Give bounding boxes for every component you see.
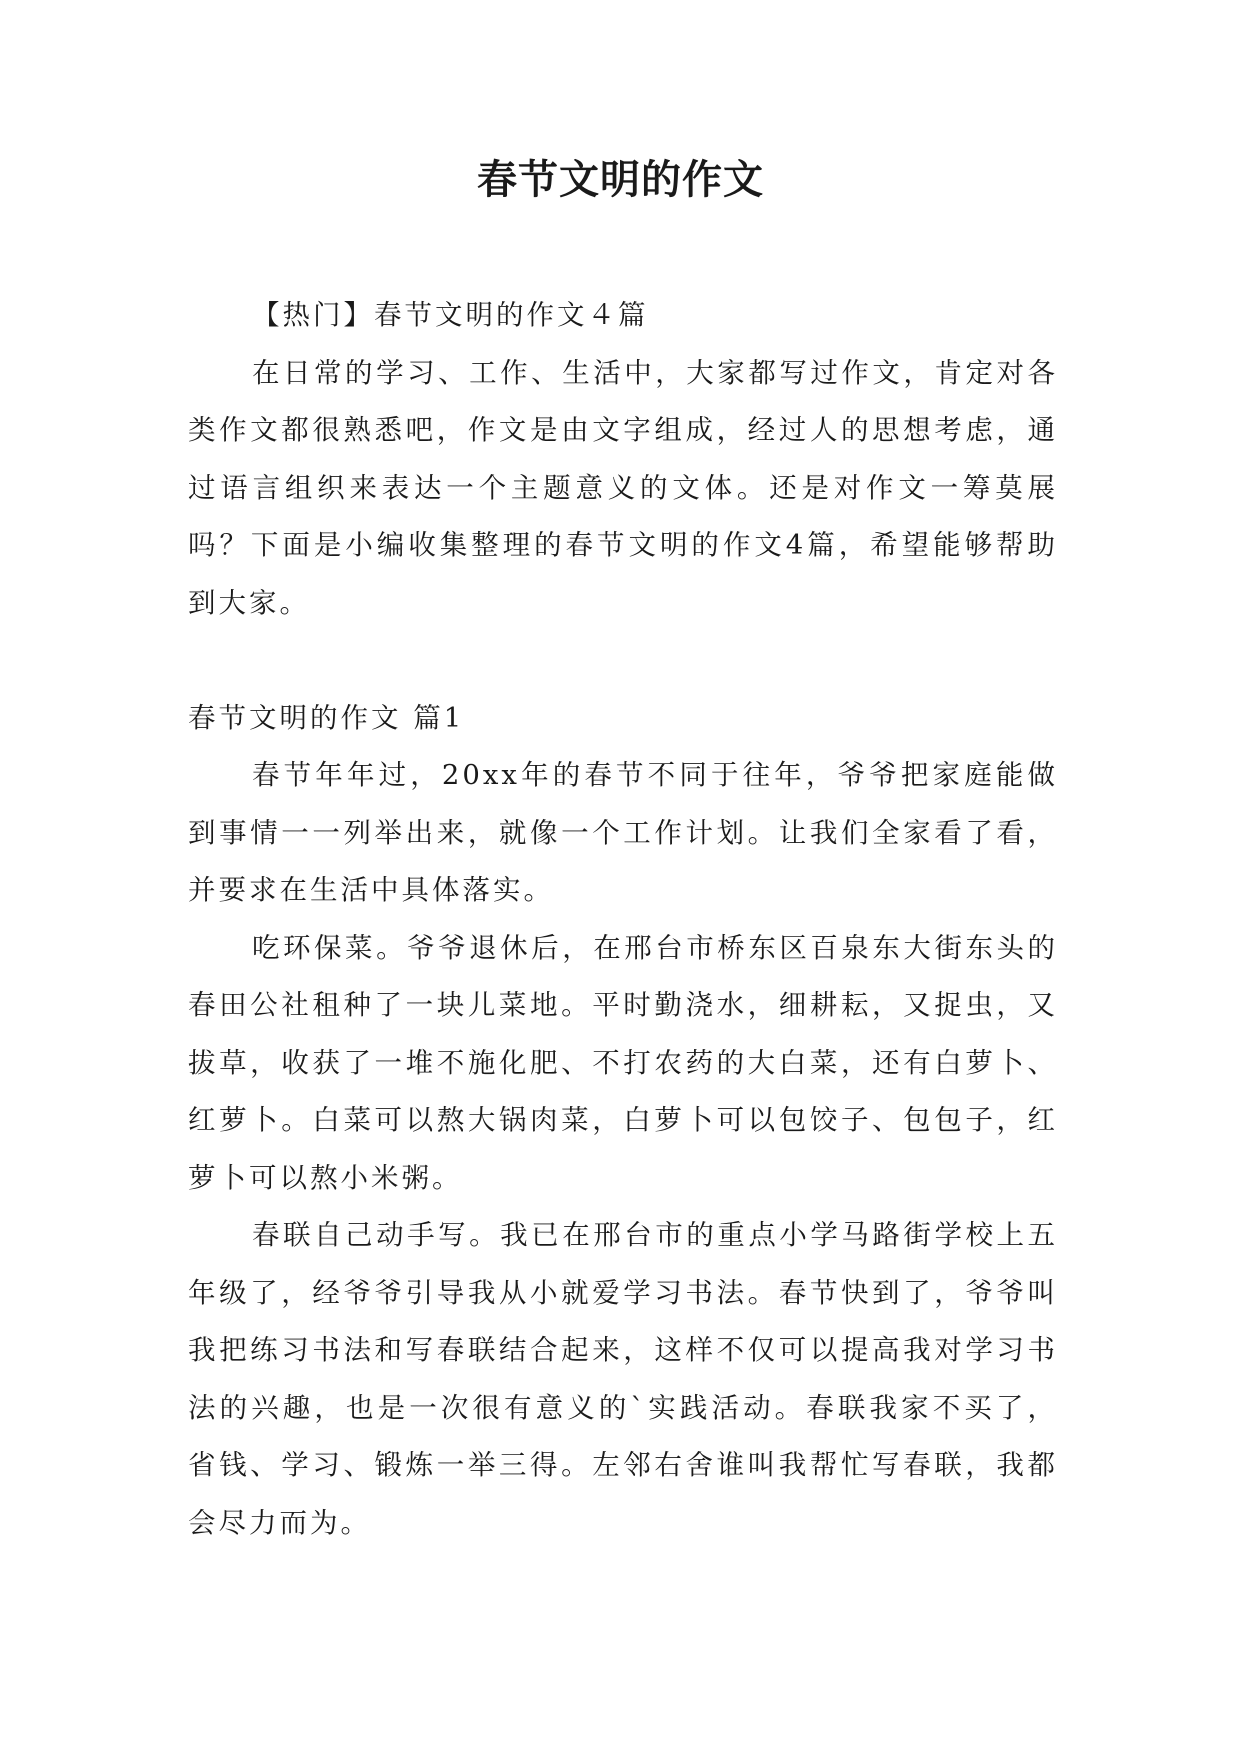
intro-paragraph: 在日常的学习、工作、生活中，大家都写过作文，肯定对各类作文都很熟悉吧，作文是由文字组成，经过人的思想考虑，通过语言组织来表达一个主题意义的文体。还是对作文一筹莫展吗？下面是小编收集整理的春节文明的作文4篇，希望能够帮助到大家。: [188, 356, 1058, 619]
subtitle-line: 【热门】春节文明的作文４篇: [252, 299, 649, 331]
section-heading: 春节文明的作文 篇1: [188, 701, 465, 734]
body-paragraph-2: 吃环保菜。爷爷退休后，在邢台市桥东区百泉东大街东头的春田公社租种了一块儿菜地。平时勤浇水，细耕耘，又捉虫，又拔草，收获了一堆不施化肥、不打农药的大白菜，还有白萝卜、红萝卜。白菜可以熬大锅肉菜，白萝卜可以包饺子、包包子，红萝卜可以熬小米粥。: [188, 931, 1058, 1194]
body-paragraph-1: 春节年年过，20xx年的春节不同于往年，爷爷把家庭能做到事情一一列举出来，就像一个工作计划。让我们全家看了看，并要求在生活中具体落实。: [188, 759, 1058, 906]
body-paragraph-3: 春联自己动手写。我已在邢台市的重点小学马路街学校上五年级了，经爷爷引导我从小就爱学习书法。春节快到了，爷爷叫我把练习书法和写春联结合起来，这样不仅可以提高我对学习书法的兴趣，也是一次很有意义的`实践活动。春联我家不买了，省钱、学习、锻炼一举三得。左邻右舍谁叫我帮忙写春联，我都会尽力而为。: [188, 1219, 1058, 1539]
document-body: [188, 287, 1058, 1552]
document-title: 春节文明的作文: [477, 157, 764, 203]
